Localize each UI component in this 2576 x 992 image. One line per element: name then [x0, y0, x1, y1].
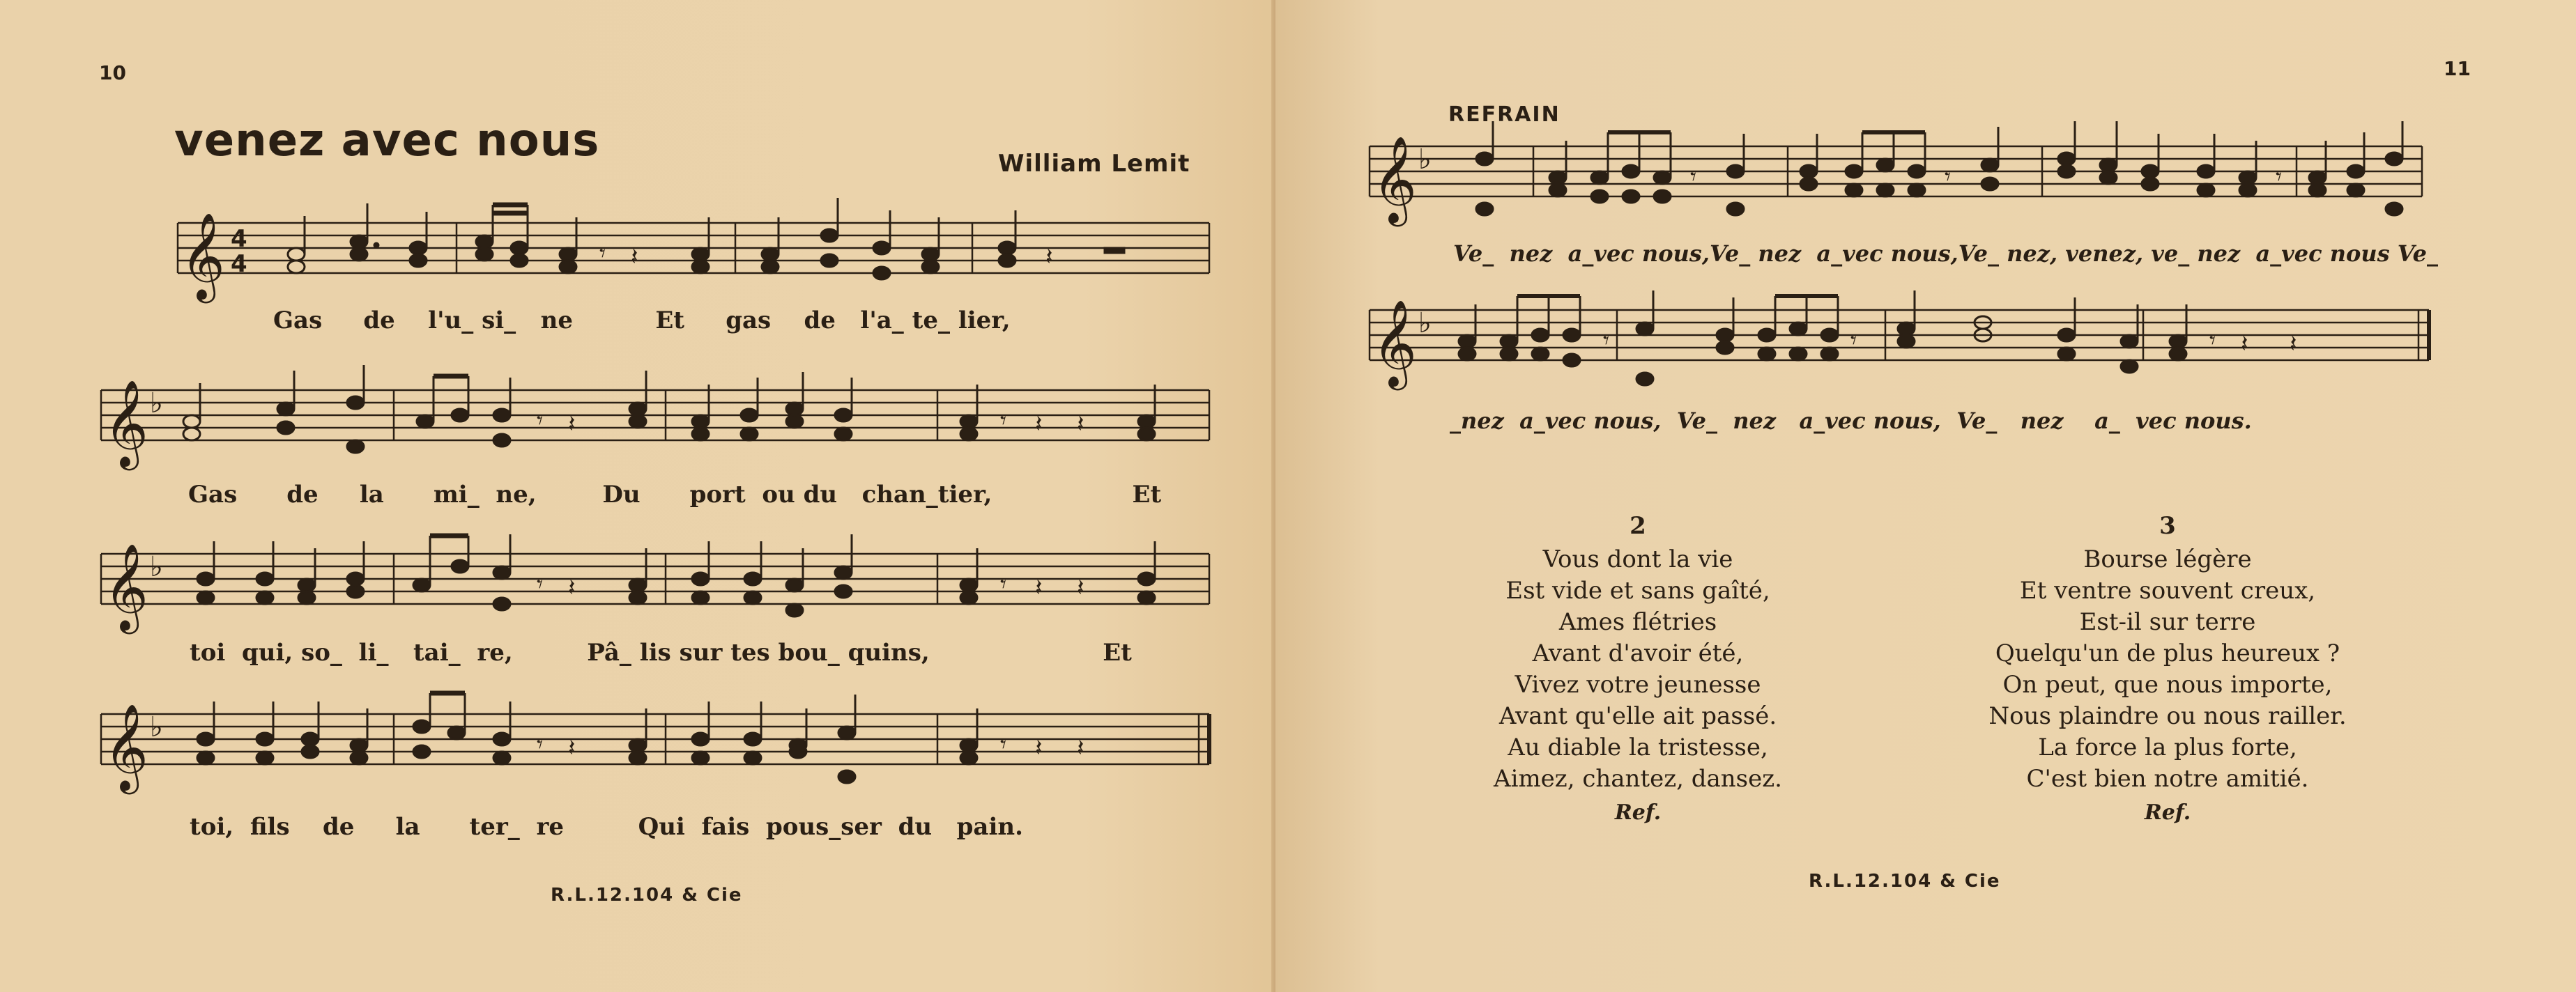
music-staff [1370, 118, 2422, 230]
svg-text:𝄾: 𝄾 [2209, 327, 2216, 355]
left-page [0, 0, 1275, 992]
svg-text:𝄽: 𝄽 [1035, 574, 1043, 602]
refrain-lyrics-line-1: Ve_ nez a_vec nous,Ve_ nez a_vec nous,Ve_ nez, venez, ve_ nez a_vec nous Ve_ [1453, 240, 2439, 267]
svg-text:𝄽: 𝄽 [1035, 410, 1043, 438]
svg-text:𝄾: 𝄾 [1000, 571, 1007, 598]
svg-text:𝄾: 𝄾 [1603, 327, 1610, 355]
svg-text:𝄾: 𝄾 [1000, 731, 1007, 759]
lyrics-line-2: Gas de la mi_ ne, Du port ou du chan_tier, Et [188, 481, 1162, 509]
notes [197, 693, 977, 783]
svg-text:𝄾: 𝄾 [537, 571, 544, 598]
lyrics-line-4: toi, fils de la ter_ re Qui fais pous_ser du pain. [190, 813, 1023, 841]
staff-right-2 [1370, 282, 2429, 394]
verse-line: Bourse légère [2083, 545, 2252, 573]
rests [1603, 327, 2297, 358]
treble-clef-icon: 𝄞 [1372, 136, 1417, 223]
flat-icon: ♭ [150, 551, 163, 583]
flat-icon: ♭ [1418, 307, 1432, 339]
staff-left-4 [101, 686, 1209, 798]
music-staff [1370, 282, 2429, 394]
song-title: venez avec nous [174, 115, 600, 166]
verse-line: Et ventre souvent creux, [2019, 577, 2316, 605]
notes [1459, 290, 2186, 385]
verse-line: Quelqu'un de plus heureux ? [1995, 640, 2340, 667]
verse-line: Au diable la tristesse, [1508, 734, 1768, 761]
svg-text:𝄽: 𝄽 [568, 574, 576, 602]
verse-3 [1972, 512, 2363, 825]
svg-text:𝄽: 𝄽 [568, 410, 576, 438]
treble-clef-icon: 𝄞 [104, 543, 148, 630]
svg-text:𝄾: 𝄾 [1690, 163, 1697, 191]
verse-line: La force la plus forte, [2038, 734, 2297, 761]
treble-clef-icon: 𝄞 [181, 212, 225, 300]
refrain-label: REFRAIN [1448, 102, 1561, 127]
flat-icon: ♭ [150, 711, 163, 743]
svg-text:𝄽: 𝄽 [1035, 734, 1043, 762]
svg-text:𝄾: 𝄾 [1945, 163, 1952, 191]
svg-text:𝄽: 𝄽 [1077, 574, 1084, 602]
treble-clef-icon: 𝄞 [104, 704, 148, 791]
svg-text:𝄾: 𝄾 [1850, 327, 1857, 355]
rests [537, 571, 1084, 602]
imprint-left: R.L.12.104 & Cie [551, 885, 743, 906]
page-number-left: 10 [99, 61, 126, 84]
treble-clef-icon: 𝄞 [104, 380, 148, 467]
staff-lines [1370, 310, 2429, 360]
verse-line: Vivez votre jeunesse [1515, 671, 1761, 699]
staff-lines [101, 390, 1209, 440]
svg-text:𝄽: 𝄽 [631, 243, 638, 271]
notes [288, 198, 1124, 279]
verse-line: Vous dont la vie [1542, 545, 1733, 573]
verse-ref: Ref. [1614, 800, 1662, 825]
svg-text:𝄽: 𝄽 [2241, 330, 2248, 358]
staff-left-2 [101, 362, 1209, 474]
svg-text:𝄽: 𝄽 [1045, 243, 1053, 271]
verse-line: Avant d'avoir été, [1532, 640, 1744, 667]
staff-lines [1370, 146, 2422, 196]
music-staff [101, 526, 1209, 637]
svg-text:𝄽: 𝄽 [568, 734, 576, 762]
verse-line: Avant qu'elle ait passé. [1498, 702, 1777, 730]
flat-icon: ♭ [1418, 144, 1432, 176]
verse-ref: Ref. [2144, 800, 2191, 825]
svg-text:𝄽: 𝄽 [1077, 410, 1084, 438]
page-number-right: 11 [2444, 57, 2471, 80]
verse-2 [1443, 512, 1833, 825]
refrain-lyrics-line-2: _nez a_vec nous, Ve_ nez a_vec nous, Ve_ nez a_ vec nous. [1450, 408, 2252, 434]
music-staff [178, 195, 1209, 307]
music-staff [101, 686, 1209, 798]
verse-line: Ames flétries [1558, 608, 1717, 636]
svg-text:𝄾: 𝄾 [1000, 407, 1007, 435]
lyrics-line-3: toi qui, so_ li_ tai_ re, Pâ_ lis sur tes bou_ quins, Et [190, 639, 1132, 667]
verse-number: 3 [2159, 512, 2176, 540]
rests [537, 731, 1084, 762]
svg-text:𝄽: 𝄽 [2290, 330, 2297, 358]
verse-line: Est vide et sans gaîté, [1505, 577, 1770, 605]
svg-text:𝄾: 𝄾 [537, 407, 544, 435]
staff-left-3 [101, 526, 1209, 637]
staff-left-1 [178, 195, 1209, 307]
flat-icon: ♭ [150, 387, 163, 419]
imprint-right: R.L.12.104 & Cie [1809, 871, 2001, 892]
time-signature-bottom: 4 [231, 250, 247, 278]
svg-text:𝄾: 𝄾 [599, 240, 606, 268]
verse-line: C'est bien notre amitié. [2026, 765, 2309, 793]
lyrics-line-1: Gas de l'u_ si_ ne Et gas de l'a_ te_ lier, [273, 307, 1011, 334]
verse-line: Aimez, chantez, dansez. [1494, 765, 1782, 793]
treble-clef-icon: 𝄞 [1372, 300, 1417, 387]
verse-line: Nous plaindre ou nous railler. [1988, 702, 2347, 730]
verse-line: On peut, que nous importe, [2002, 671, 2333, 699]
verse-line: Est-il sur terre [2079, 608, 2256, 636]
notes [1476, 121, 2402, 215]
composer-name: William Lemit [998, 150, 1190, 178]
music-staff [101, 362, 1209, 474]
svg-text:𝄽: 𝄽 [1077, 734, 1084, 762]
staff-right-1 [1370, 118, 2422, 230]
svg-text:𝄾: 𝄾 [2276, 163, 2283, 191]
svg-text:𝄾: 𝄾 [537, 731, 544, 759]
rests [537, 407, 1084, 438]
right-page [1275, 0, 2576, 992]
time-signature-top: 4 [231, 225, 247, 253]
verse-number: 2 [1630, 512, 1646, 540]
